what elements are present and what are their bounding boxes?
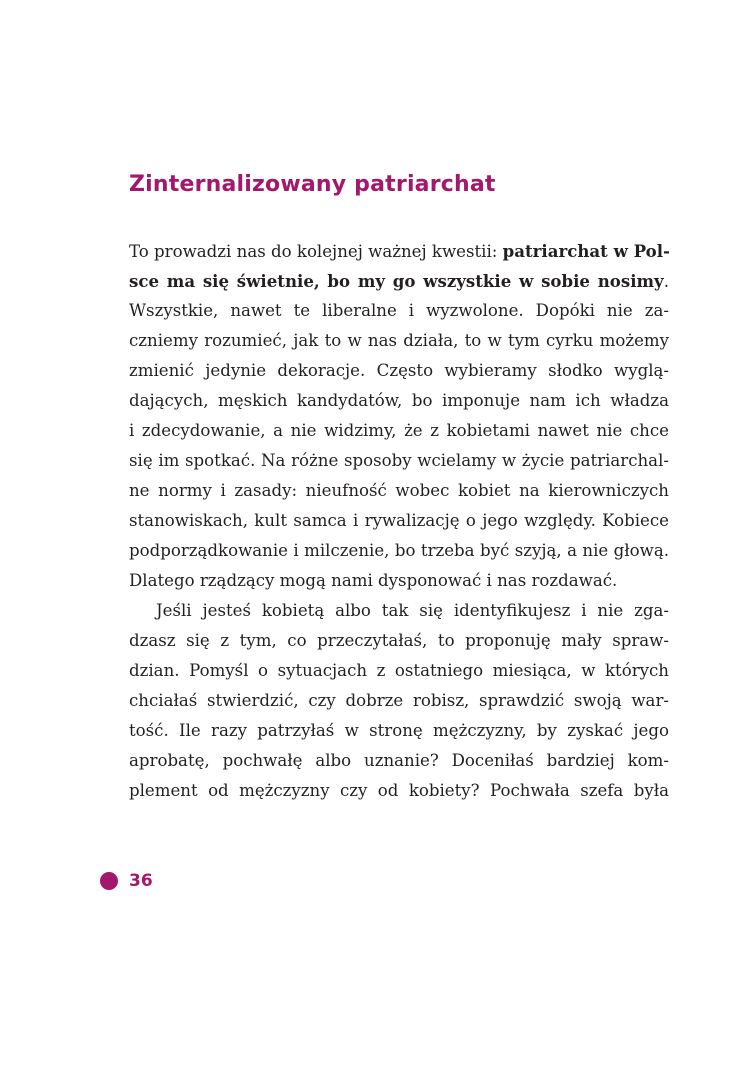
bullet-dot-icon <box>100 872 118 890</box>
text-line: Jeśli jesteś kobietą albo tak się identyfikujesz i nie zga- <box>156 601 669 620</box>
text-line: dzian. Pomyśl o sytuacjach z ostatniego miesiąca, w których <box>129 661 669 680</box>
text-line: i zdecydowanie, a nie widzimy, że z kobietami nawet nie chce <box>129 421 669 440</box>
text-line: dzasz się z tym, co przeczytałaś, to proponuję mały spraw- <box>129 631 669 650</box>
bold-text: patriarchat w Pol- <box>502 241 670 261</box>
text-line: czniemy rozumieć, jak to w nas działa, to w tym cyrku możemy <box>129 331 669 350</box>
page-number: 36 <box>129 871 153 891</box>
text-segment: . <box>663 272 669 291</box>
text-line: ne normy i zasady: nieufność wobec kobiet na kierowniczych <box>129 481 669 500</box>
text-line <box>129 236 669 266</box>
text-line: plement od mężczyzny czy od kobiety? Pochwała szefa była <box>129 781 669 800</box>
paragraph-2 <box>129 596 669 806</box>
text-line: dających, męskich kandydatów, bo imponuje nam ich władza <box>129 391 669 410</box>
bold-text: sce ma się świetnie, bo my go wszystkie w sobie nosimy <box>129 271 664 291</box>
text-line: chciałaś stwierdzić, czy dobrze robisz, sprawdzić swoją war- <box>129 691 669 710</box>
text-line: podporządkowanie i milczenie, bo trzeba być szyją, a nie głową. <box>129 541 669 560</box>
text-line: zmienić jedynie dekoracje. Często wybieramy słodko wyglą- <box>129 361 669 380</box>
text-line: Dlatego rządzący mogą nami dysponować i nas rozdawać. <box>129 571 618 590</box>
text-line: aprobatę, pochwałę albo uznanie? Doceniłaś bardziej kom- <box>129 751 669 770</box>
page-footer <box>100 868 153 894</box>
text-line: się im spotkać. Na różne sposoby wcielamy w życie patriarchal- <box>129 451 669 470</box>
text-segment: To prowadzi nas do kolejnej ważnej kwestii: <box>129 242 503 261</box>
body-text <box>129 236 669 806</box>
text-line: Wszystkie, nawet te liberalne i wyzwolone. Dopóki nie za- <box>129 301 669 320</box>
section-heading: Zinternalizowany patriarchat <box>129 172 496 197</box>
text-line: stanowiskach, kult samca i rywalizację o jego względy. Kobiece <box>129 511 669 530</box>
paragraph-1 <box>129 236 669 596</box>
text-line <box>129 266 669 296</box>
text-line: tość. Ile razy patrzyłaś w stronę mężczyzny, by zyskać jego <box>129 721 669 740</box>
